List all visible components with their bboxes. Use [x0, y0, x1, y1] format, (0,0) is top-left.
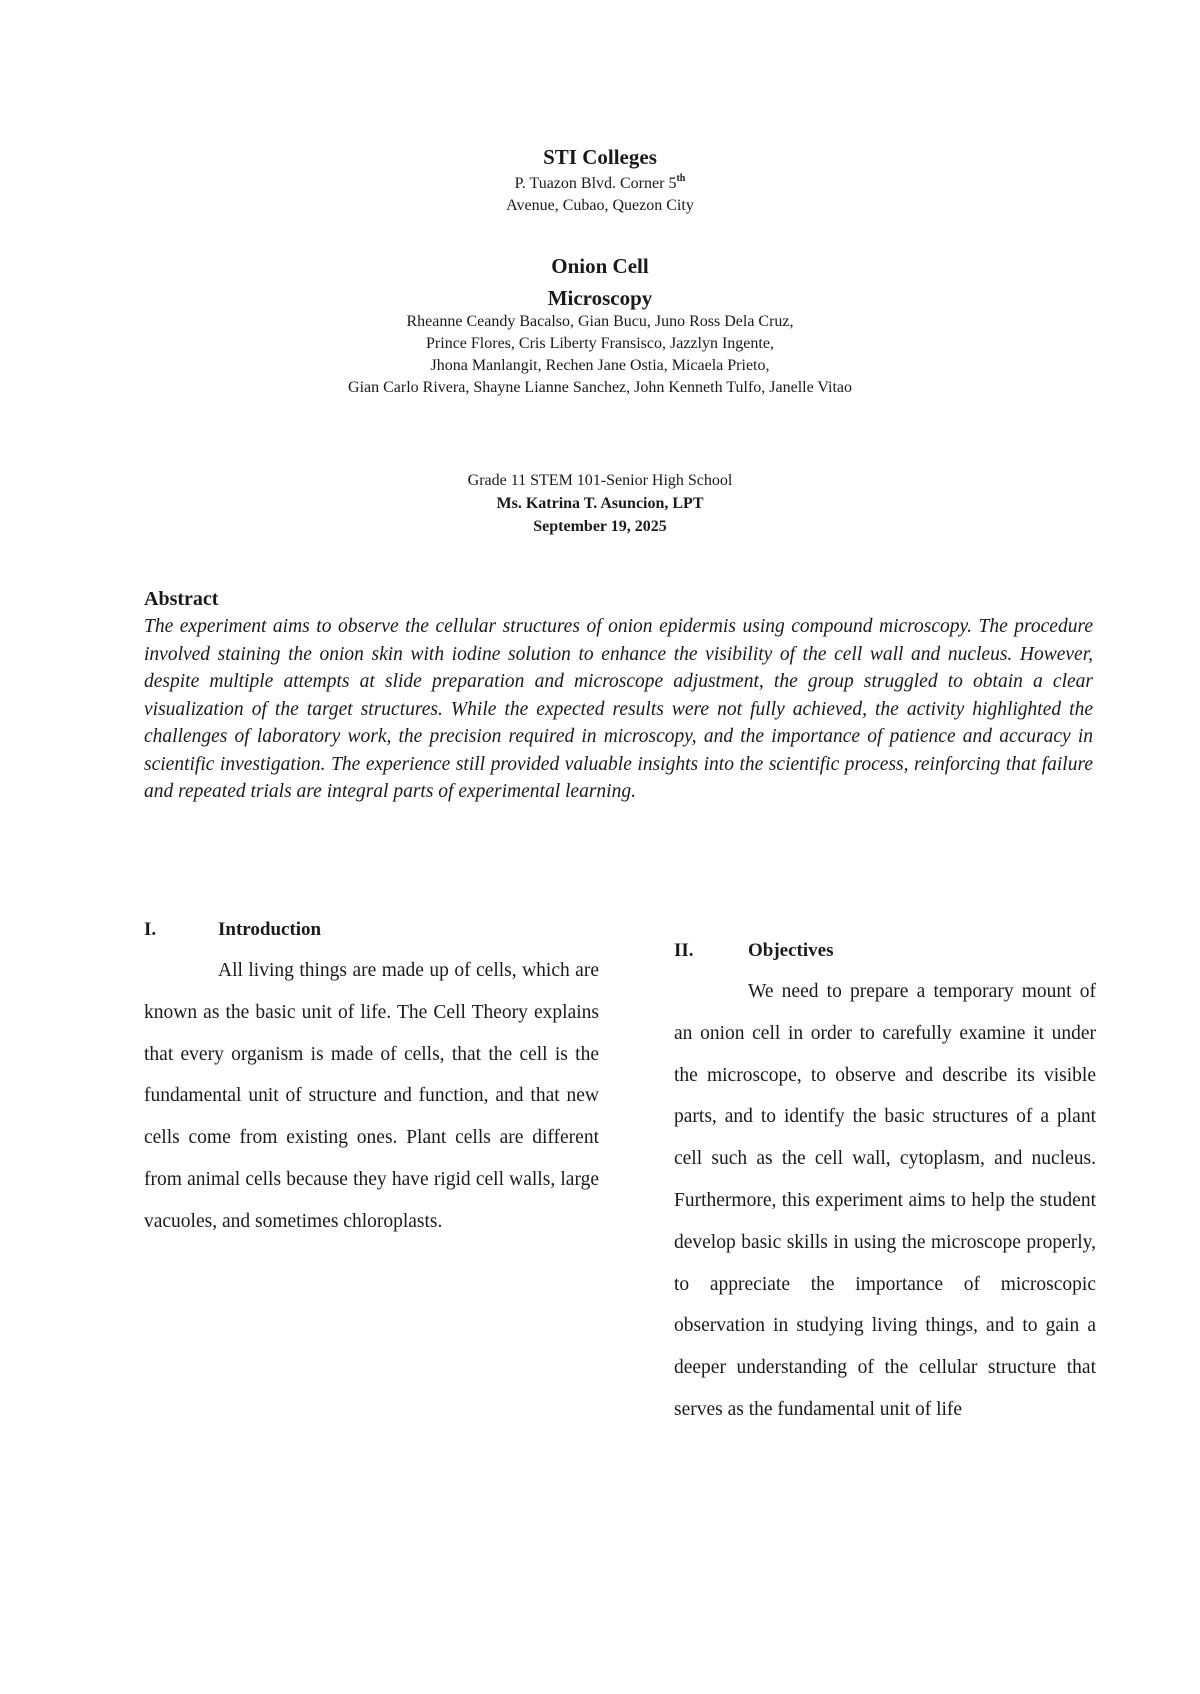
- author-line: Gian Carlo Rivera, Shayne Lianne Sanchez, John Kenneth Tulfo, Janelle Vitao: [348, 379, 852, 396]
- address-superscript: th: [676, 173, 686, 184]
- introduction-text: All living things are made up of cells, which are known as the basic unit of life. The Cell Theory explains that every organism is made of cells, that the cell is the fundamental unit of structure and function, and that new cells come from existing ones. Plant cells are different from animal cells because they have rigid cell walls, large vacuoles, and sometimes chloroplasts.: [144, 960, 599, 1232]
- paper-date: September 19, 2025: [533, 518, 667, 535]
- teacher-name: Ms. Katrina T. Asuncion, LPT: [496, 495, 704, 512]
- section-number: II.: [674, 940, 694, 961]
- institution-name: STI Colleges: [543, 145, 657, 169]
- objectives-text: We need to prepare a temporary mount of an onion cell in order to carefully examine it under the microscope, to observe and describe its visible parts, and to identify the basic structures of a plant cell such as the cell wall, cytoplasm, and nucleus. Furthermore, this experiment aims to help the student develop basic skills in using the microscope properly, to appreciate the importance of microscopic observation in studying living things, and to gain a deeper understanding of the cellular structure that serves as the fundamental unit of life: [674, 981, 1096, 1420]
- abstract-heading: Abstract: [144, 588, 219, 610]
- title-line-1: Onion Cell: [551, 254, 649, 278]
- abstract-text: The experiment aims to observe the cellular structures of onion epidermis using compound microscopy. The procedure involved staining the onion skin with iodine solution to enhance the visibility of the cell wall and nucleus. However, despite multiple attempts at slide preparation and microscope adjustment, the group struggled to obtain a clear visualization of the target structures. While the expected results were not fully achieved, the activity highlighted the challenges of laboratory work, the precision required in microscopy, and the importance of patience and accuracy in scientific investigation. The experience still provided valuable insights into the scientific process, reinforcing that failure and repeated trials are integral parts of experimental learning.: [144, 616, 1093, 802]
- institution-address: [0, 173, 1200, 217]
- section-title: Introduction: [218, 919, 322, 940]
- paper-title: [0, 250, 1200, 314]
- introduction-heading: [144, 918, 321, 942]
- objectives-heading: [674, 939, 833, 963]
- class-section: Grade 11 STEM 101-Senior High School: [467, 472, 733, 489]
- author-list: [0, 311, 1200, 399]
- author-line: Jhona Manlangit, Rechen Jane Ostia, Micaela Prieto,: [430, 357, 770, 374]
- title-line-2: Microscopy: [547, 286, 653, 310]
- address-line-1-text: P. Tuazon Blvd. Corner 5: [514, 175, 677, 192]
- paper-meta: [0, 469, 1200, 538]
- address-line-1: [0, 173, 1200, 195]
- address-line-2: Avenue, Cubao, Quezon City: [506, 197, 694, 214]
- author-line: Rheanne Ceandy Bacalso, Gian Bucu, Juno Ross Dela Cruz,: [406, 313, 794, 330]
- section-number: I.: [144, 919, 157, 940]
- section-title: Objectives: [748, 940, 834, 961]
- author-line: Prince Flores, Cris Liberty Fransisco, Jazzlyn Ingente,: [426, 335, 774, 352]
